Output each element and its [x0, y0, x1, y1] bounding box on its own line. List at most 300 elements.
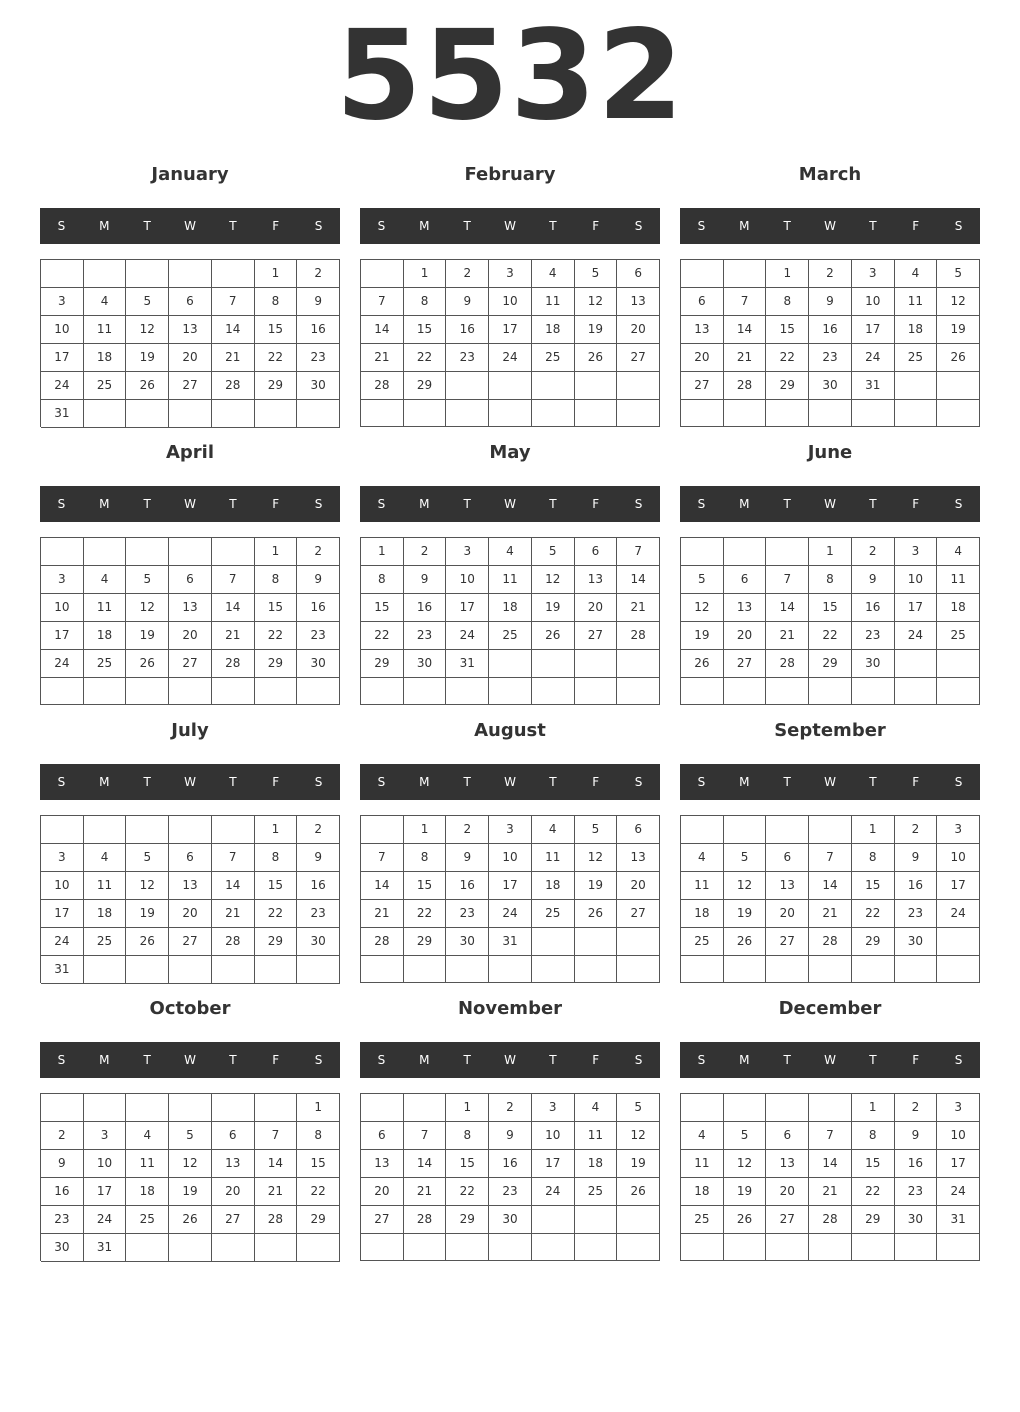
empty-day-cell [766, 678, 809, 705]
weekday-label: S [377, 219, 386, 233]
day-cell: 30 [489, 1206, 532, 1234]
day-cell: 24 [852, 344, 895, 372]
day-cell: 10 [937, 844, 980, 872]
day-cell: 22 [255, 900, 298, 928]
day-cell: 26 [724, 928, 767, 956]
day-cell: 22 [852, 1178, 895, 1206]
day-cell: 19 [575, 872, 618, 900]
day-cell: 2 [895, 816, 938, 844]
day-cell: 27 [766, 928, 809, 956]
weekday-label: S [377, 497, 386, 511]
empty-day-cell [852, 956, 895, 983]
day-cell: 14 [724, 316, 767, 344]
day-cell: 8 [255, 844, 298, 872]
day-cell: 1 [809, 538, 852, 566]
empty-day-cell [489, 400, 532, 427]
day-cell: 15 [404, 872, 447, 900]
empty-day-cell [575, 928, 618, 956]
weekday-header [360, 208, 660, 244]
weekday-label: W [824, 219, 836, 233]
day-cell: 28 [766, 650, 809, 678]
day-cell: 4 [681, 844, 724, 872]
empty-day-cell [681, 400, 724, 427]
day-cell: 28 [255, 1206, 298, 1234]
day-cell: 5 [126, 566, 169, 594]
day-cell: 30 [297, 650, 340, 678]
day-cell: 7 [404, 1122, 447, 1150]
day-cell: 18 [532, 316, 575, 344]
day-cell: 18 [84, 622, 127, 650]
day-cell: 20 [724, 622, 767, 650]
day-cell: 17 [489, 872, 532, 900]
weekday-label: T [463, 1053, 471, 1067]
empty-day-cell [255, 1094, 298, 1122]
empty-day-cell [212, 816, 255, 844]
day-cell: 20 [169, 622, 212, 650]
day-cell: 21 [404, 1178, 447, 1206]
empty-day-cell [489, 1234, 532, 1261]
weekday-label: S [314, 219, 323, 233]
day-grid [360, 1093, 660, 1261]
day-cell: 7 [212, 288, 255, 316]
day-cell: 2 [489, 1094, 532, 1122]
empty-day-cell [852, 678, 895, 705]
day-cell: 18 [895, 316, 938, 344]
day-cell: 18 [681, 900, 724, 928]
empty-day-cell [575, 372, 618, 400]
day-cell: 17 [41, 900, 84, 928]
day-cell: 2 [446, 260, 489, 288]
day-cell: 1 [297, 1094, 340, 1122]
day-cell: 22 [766, 344, 809, 372]
day-cell: 18 [575, 1150, 618, 1178]
empty-day-cell [895, 372, 938, 400]
weekday-label: S [634, 497, 643, 511]
empty-day-cell [937, 956, 980, 983]
empty-day-cell [724, 816, 767, 844]
day-cell: 27 [169, 650, 212, 678]
day-cell: 14 [766, 594, 809, 622]
day-cell: 9 [895, 844, 938, 872]
weekday-label: M [419, 775, 430, 789]
empty-day-cell [681, 1094, 724, 1122]
empty-day-cell [681, 260, 724, 288]
day-grid [360, 259, 660, 427]
empty-day-cell [361, 400, 404, 427]
weekday-label: S [377, 775, 386, 789]
day-cell: 23 [446, 344, 489, 372]
day-grid [680, 1093, 980, 1261]
day-cell: 5 [681, 566, 724, 594]
weekday-label: S [57, 775, 66, 789]
empty-day-cell [297, 956, 340, 984]
day-cell: 28 [212, 372, 255, 400]
day-cell: 15 [766, 316, 809, 344]
day-cell: 4 [532, 260, 575, 288]
day-cell: 4 [84, 566, 127, 594]
empty-day-cell [895, 1234, 938, 1261]
day-cell: 10 [41, 872, 84, 900]
empty-day-cell [532, 650, 575, 678]
day-cell: 4 [126, 1122, 169, 1150]
day-cell: 1 [255, 816, 298, 844]
empty-day-cell [169, 400, 212, 428]
weekday-label: T [143, 1053, 151, 1067]
day-cell: 4 [937, 538, 980, 566]
empty-day-cell [852, 400, 895, 427]
empty-day-cell [681, 1234, 724, 1261]
day-cell: 10 [84, 1150, 127, 1178]
weekday-label: F [912, 1053, 920, 1067]
empty-day-cell [255, 956, 298, 984]
day-cell: 30 [446, 928, 489, 956]
day-cell: 6 [361, 1122, 404, 1150]
day-cell: 12 [126, 872, 169, 900]
day-cell: 8 [404, 288, 447, 316]
empty-day-cell [41, 678, 84, 705]
empty-day-cell [404, 956, 447, 983]
weekday-label: S [954, 497, 963, 511]
day-cell: 13 [169, 872, 212, 900]
weekday-label: T [549, 497, 557, 511]
weekday-label: S [314, 497, 323, 511]
empty-day-cell [937, 372, 980, 400]
weekday-header [40, 486, 340, 522]
empty-day-cell [681, 816, 724, 844]
day-cell: 27 [169, 372, 212, 400]
day-cell: 5 [617, 1094, 660, 1122]
day-cell: 13 [212, 1150, 255, 1178]
weekday-label: F [592, 219, 600, 233]
day-cell: 5 [169, 1122, 212, 1150]
empty-day-cell [489, 678, 532, 705]
day-cell: 22 [809, 622, 852, 650]
day-cell: 29 [404, 928, 447, 956]
day-cell: 28 [212, 928, 255, 956]
day-cell: 8 [255, 288, 298, 316]
day-cell: 16 [852, 594, 895, 622]
empty-day-cell [84, 400, 127, 428]
day-cell: 12 [617, 1122, 660, 1150]
empty-day-cell [297, 1234, 340, 1262]
day-grid [40, 1093, 340, 1261]
day-cell: 30 [297, 928, 340, 956]
day-cell: 2 [297, 538, 340, 566]
day-cell: 31 [41, 400, 84, 428]
weekday-label: W [504, 497, 516, 511]
empty-day-cell [404, 400, 447, 427]
weekday-label: F [912, 497, 920, 511]
day-cell: 26 [532, 622, 575, 650]
day-cell: 8 [852, 1122, 895, 1150]
day-cell: 27 [169, 928, 212, 956]
day-cell: 18 [681, 1178, 724, 1206]
day-cell: 19 [575, 316, 618, 344]
empty-day-cell [361, 678, 404, 705]
day-cell: 23 [895, 1178, 938, 1206]
day-cell: 10 [852, 288, 895, 316]
day-cell: 17 [895, 594, 938, 622]
year-title: 5532 [335, 4, 685, 148]
empty-day-cell [84, 678, 127, 705]
day-cell: 5 [532, 538, 575, 566]
day-cell: 3 [41, 844, 84, 872]
day-cell: 12 [724, 1150, 767, 1178]
empty-day-cell [766, 1234, 809, 1261]
empty-day-cell [361, 816, 404, 844]
empty-day-cell [361, 260, 404, 288]
empty-day-cell [404, 1094, 447, 1122]
day-cell: 10 [41, 594, 84, 622]
weekday-label: S [57, 219, 66, 233]
empty-day-cell [809, 678, 852, 705]
empty-day-cell [446, 400, 489, 427]
weekday-label: T [229, 219, 237, 233]
empty-day-cell [724, 538, 767, 566]
day-cell: 20 [212, 1178, 255, 1206]
day-cell: 16 [404, 594, 447, 622]
month-name: January [151, 164, 229, 185]
day-cell: 26 [126, 928, 169, 956]
weekday-label: W [824, 1053, 836, 1067]
weekday-label: S [697, 775, 706, 789]
day-cell: 15 [361, 594, 404, 622]
day-cell: 29 [361, 650, 404, 678]
day-cell: 30 [297, 372, 340, 400]
day-cell: 24 [489, 344, 532, 372]
weekday-label: T [783, 1053, 791, 1067]
weekday-label: S [57, 1053, 66, 1067]
empty-day-cell [446, 678, 489, 705]
day-cell: 24 [41, 650, 84, 678]
empty-day-cell [766, 956, 809, 983]
empty-day-cell [126, 400, 169, 428]
day-cell: 2 [41, 1122, 84, 1150]
day-cell: 13 [617, 844, 660, 872]
day-cell: 11 [532, 288, 575, 316]
weekday-header [680, 764, 980, 800]
day-cell: 8 [766, 288, 809, 316]
day-cell: 23 [297, 344, 340, 372]
day-cell: 6 [766, 844, 809, 872]
day-cell: 24 [41, 928, 84, 956]
day-cell: 8 [809, 566, 852, 594]
day-cell: 1 [766, 260, 809, 288]
empty-day-cell [126, 538, 169, 566]
day-grid [360, 815, 660, 983]
empty-day-cell [41, 816, 84, 844]
day-cell: 19 [532, 594, 575, 622]
day-cell: 1 [404, 816, 447, 844]
day-cell: 5 [575, 816, 618, 844]
empty-day-cell [895, 956, 938, 983]
day-cell: 9 [297, 288, 340, 316]
day-cell: 8 [446, 1122, 489, 1150]
day-cell: 26 [617, 1178, 660, 1206]
empty-day-cell [126, 816, 169, 844]
weekday-header [680, 486, 980, 522]
day-cell: 6 [681, 288, 724, 316]
day-cell: 12 [126, 594, 169, 622]
weekday-label: T [143, 775, 151, 789]
empty-day-cell [169, 678, 212, 705]
day-cell: 10 [532, 1122, 575, 1150]
day-cell: 10 [895, 566, 938, 594]
day-cell: 1 [361, 538, 404, 566]
day-cell: 28 [724, 372, 767, 400]
day-cell: 9 [895, 1122, 938, 1150]
month-name: March [798, 164, 862, 185]
day-cell: 11 [937, 566, 980, 594]
day-cell: 19 [724, 900, 767, 928]
empty-day-cell [809, 1094, 852, 1122]
day-cell: 2 [809, 260, 852, 288]
day-cell: 14 [809, 872, 852, 900]
day-cell: 29 [255, 650, 298, 678]
empty-day-cell [852, 1234, 895, 1261]
day-cell: 6 [169, 288, 212, 316]
weekday-label: F [912, 219, 920, 233]
day-cell: 29 [852, 1206, 895, 1234]
day-cell: 26 [724, 1206, 767, 1234]
day-cell: 17 [937, 872, 980, 900]
month-name: October [149, 998, 231, 1019]
empty-day-cell [766, 1094, 809, 1122]
day-cell: 8 [852, 844, 895, 872]
day-cell: 9 [297, 566, 340, 594]
day-cell: 3 [84, 1122, 127, 1150]
day-cell: 1 [852, 1094, 895, 1122]
day-cell: 22 [404, 900, 447, 928]
day-cell: 21 [255, 1178, 298, 1206]
empty-day-cell [766, 538, 809, 566]
weekday-label: F [912, 775, 920, 789]
day-cell: 16 [297, 872, 340, 900]
weekday-label: T [869, 219, 877, 233]
day-cell: 2 [404, 538, 447, 566]
weekday-label: F [592, 497, 600, 511]
day-cell: 23 [489, 1178, 532, 1206]
empty-day-cell [937, 678, 980, 705]
day-cell: 24 [84, 1206, 127, 1234]
day-cell: 6 [212, 1122, 255, 1150]
empty-day-cell [169, 538, 212, 566]
empty-day-cell [617, 956, 660, 983]
day-cell: 5 [126, 844, 169, 872]
day-cell: 6 [766, 1122, 809, 1150]
day-cell: 19 [169, 1178, 212, 1206]
weekday-label: T [783, 219, 791, 233]
day-cell: 3 [41, 566, 84, 594]
weekday-header [40, 1042, 340, 1078]
day-cell: 31 [489, 928, 532, 956]
day-cell: 29 [255, 928, 298, 956]
day-cell: 19 [126, 900, 169, 928]
empty-day-cell [169, 1094, 212, 1122]
day-cell: 7 [809, 844, 852, 872]
day-cell: 5 [937, 260, 980, 288]
day-cell: 29 [766, 372, 809, 400]
day-cell: 25 [126, 1206, 169, 1234]
month-name: May [489, 442, 531, 463]
day-cell: 21 [212, 900, 255, 928]
weekday-label: M [99, 497, 110, 511]
day-cell: 9 [809, 288, 852, 316]
empty-day-cell [489, 956, 532, 983]
weekday-label: S [634, 219, 643, 233]
day-cell: 30 [404, 650, 447, 678]
day-cell: 4 [84, 288, 127, 316]
day-cell: 14 [212, 872, 255, 900]
weekday-label: W [504, 1053, 516, 1067]
empty-day-cell [212, 1234, 255, 1262]
day-cell: 16 [297, 594, 340, 622]
day-cell: 24 [41, 372, 84, 400]
day-cell: 14 [361, 316, 404, 344]
month-name: August [474, 720, 546, 741]
day-cell: 22 [297, 1178, 340, 1206]
day-cell: 26 [937, 344, 980, 372]
empty-day-cell [724, 400, 767, 427]
empty-day-cell [681, 956, 724, 983]
day-cell: 19 [681, 622, 724, 650]
day-cell: 12 [681, 594, 724, 622]
day-cell: 21 [361, 900, 404, 928]
day-cell: 31 [84, 1234, 127, 1262]
weekday-label: T [463, 497, 471, 511]
day-cell: 22 [852, 900, 895, 928]
day-cell: 21 [212, 622, 255, 650]
weekday-label: T [783, 497, 791, 511]
day-cell: 10 [489, 288, 532, 316]
day-cell: 27 [617, 344, 660, 372]
day-cell: 6 [724, 566, 767, 594]
month-name: February [464, 164, 556, 185]
day-cell: 9 [852, 566, 895, 594]
weekday-label: W [184, 775, 196, 789]
day-cell: 17 [84, 1178, 127, 1206]
empty-day-cell [297, 400, 340, 428]
weekday-label: M [739, 497, 750, 511]
empty-day-cell [41, 260, 84, 288]
day-cell: 23 [404, 622, 447, 650]
weekday-header [360, 764, 660, 800]
day-cell: 14 [404, 1150, 447, 1178]
day-cell: 20 [617, 316, 660, 344]
empty-day-cell [361, 1234, 404, 1261]
month-name: September [774, 720, 886, 741]
day-cell: 16 [446, 316, 489, 344]
day-cell: 9 [489, 1122, 532, 1150]
weekday-label: F [272, 219, 280, 233]
day-cell: 14 [212, 594, 255, 622]
empty-day-cell [41, 538, 84, 566]
day-cell: 23 [41, 1206, 84, 1234]
day-cell: 8 [297, 1122, 340, 1150]
day-cell: 13 [617, 288, 660, 316]
empty-day-cell [809, 816, 852, 844]
empty-day-cell [255, 1234, 298, 1262]
day-cell: 5 [126, 288, 169, 316]
day-cell: 2 [895, 1094, 938, 1122]
empty-day-cell [169, 1234, 212, 1262]
day-cell: 20 [169, 344, 212, 372]
weekday-label: M [739, 775, 750, 789]
weekday-label: S [697, 219, 706, 233]
day-cell: 21 [809, 1178, 852, 1206]
day-cell: 11 [681, 1150, 724, 1178]
day-cell: 6 [169, 566, 212, 594]
